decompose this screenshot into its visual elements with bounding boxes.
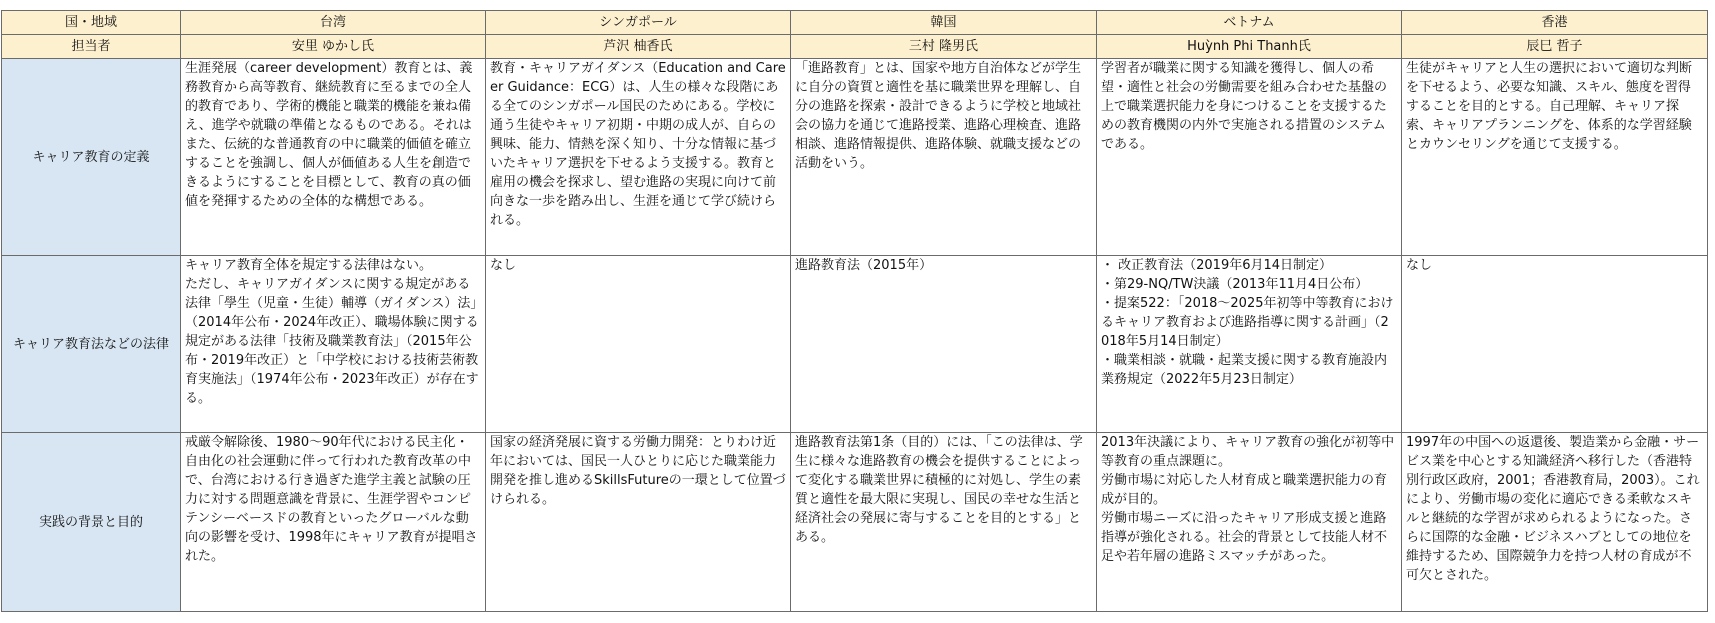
- table-row: [2, 59, 1708, 256]
- cell-law-hongkong: なし: [1402, 256, 1708, 433]
- cell-definition-singapore: 教育・キャリアガイダンス（Education and Career Guidance：ECG）は、人生の様々な段階にある全てのシンガポール国民のためにある。学校に通う生徒やキャリア初期・中期の成人が、自らの興味、能力、情熱を深く知り、十分な情報に基づいたキャリア選択を下せるよう支援する。教育と雇用の機会を探求し、望む進路の実現に向けて前向きな一歩を踏み出し、生涯を通じて学び続けられる。: [486, 59, 791, 256]
- corner-header: 国・地域: [2, 11, 181, 35]
- table-row: [2, 433, 1708, 612]
- country-header-row: [2, 11, 1708, 35]
- cell-law-korea: 進路教育法（2015年）: [791, 256, 1097, 433]
- country-header-korea: 韓国: [791, 11, 1097, 35]
- cell-definition-vietnam: 学習者が職業に関する知識を獲得し、個人の希望・適性と社会の労働需要を組み合わせた基盤の上で職業選択能力を身につけることを支援するための教育機関の内外で実施される措置のシステムである。: [1097, 59, 1402, 256]
- person-singapore: 芦沢 柚香氏: [486, 35, 791, 59]
- country-header-hongkong: 香港: [1402, 11, 1708, 35]
- country-header-taiwan: 台湾: [181, 11, 486, 35]
- person-label: 担当者: [2, 35, 181, 59]
- person-row: [2, 35, 1708, 59]
- person-taiwan: 安里 ゆかし氏: [181, 35, 486, 59]
- row-label-definition: キャリア教育の定義: [2, 59, 181, 256]
- cell-background-hongkong: 1997年の中国への返還後、製造業から金融・サービス業を中心とする知識経済へ移行した（香港特別行政区政府，2001；香港教育局，2003）。これにより、労働市場の変化に適応できる柔軟なスキルと継続的な学習が求められるようになった。さらに国際的な金融・ビジネスハブとしての地位を維持するため、国際競争力を持つ人材の育成が不可欠とされた。: [1402, 433, 1708, 612]
- row-label-background: 実践の背景と目的: [2, 433, 181, 612]
- person-korea: 三村 隆男氏: [791, 35, 1097, 59]
- cell-law-vietnam: ・ 改正教育法（2019年6月14日制定） ・第29-NQ/TW決議（2013年11月4日公布） ・提案522：「2018～2025年初等中等教育におけるキャリア教育および進路指導に関する計画」（2018年5月14日制定） ・職業相談・就職・起業支援に関する教育施設内業務規定（2022年5月23日制定）: [1097, 256, 1402, 433]
- cell-definition-hongkong: 生徒がキャリアと人生の選択において適切な判断を下せるよう、必要な知識、スキル、態度を習得することを目的とする。自己理解、キャリア探索、キャリアプランニングを、体系的な学習経験とカウンセリングを通じて支援する。: [1402, 59, 1708, 256]
- cell-definition-taiwan: 生涯発展（career development）教育とは、義務教育から高等教育、継続教育に至るまでの全人的教育であり、学術的機能と職業的機能を兼ね備え、進学や就職の準備となるものである。それはまた、伝統的な普通教育の中に職業的価値を確立することを強調し、個人が価値ある人生を創造できるようにすることを目標として、教育の真の価値を発揮するための全体的な構想である。: [181, 59, 486, 256]
- cell-background-vietnam: 2013年決議により、キャリア教育の強化が初等中等教育の重点課題に。 労働市場に対応した人材育成と職業選択能力の育成が目的。 労働市場ニーズに沿ったキャリア形成支援と進路指導が強化される。社会的背景として技能人材不足や若年層の進路ミスマッチがあった。: [1097, 433, 1402, 612]
- country-header-vietnam: ベトナム: [1097, 11, 1402, 35]
- comparison-table: [1, 10, 1708, 612]
- cell-background-singapore: 国家の経済発展に資する労働力開発：とりわけ近年においては、国民一人ひとりに応じた職業能力開発を推し進めるSkillsFutureの一環として位置づけられる。: [486, 433, 791, 612]
- cell-law-taiwan: キャリア教育全体を規定する法律はない。 ただし、キャリアガイダンスに関する規定がある法律「學生（児童・生徒）輔導（ガイダンス）法」（2014年公布・2024年改正）、職場体験に関する規定がある法律「技術及職業教育法」（2015年公布・2019年改正）と「中学校における技術芸術教育実施法」（1974年公布・2023年改正）が存在する。: [181, 256, 486, 433]
- cell-background-korea: 進路教育法第1条（目的）には、「この法律は、学生に様々な進路教育の機会を提供することによって変化する職業世界に積極的に対処し、学生の素質と適性を最大限に実現し、国民の幸せな生活と経済社会の発展に寄与することを目的とする」とある。: [791, 433, 1097, 612]
- cell-definition-korea: 「進路教育」とは、国家や地方自治体などが学生に自分の資質と適性を基に職業世界を理解し、自分の進路を探索・設計できるように学校と地域社会の協力を通じて進路授業、進路心理検査、進路相談、進路情報提供、進路体験、就職支援などの活動をいう。: [791, 59, 1097, 256]
- table-row: [2, 256, 1708, 433]
- cell-law-singapore: なし: [486, 256, 791, 433]
- country-header-singapore: シンガポール: [486, 11, 791, 35]
- cell-background-taiwan: 戒厳令解除後、1980～90年代における民主化・自由化の社会運動に伴って行われた教育改革の中で、台湾における行き過ぎた進学主義と試験の圧力に対する問題意識を背景に、生涯学習やコンピテンシーベースドの教育といったグローバルな動向の影響を受け、1998年にキャリア教育が提唱された。: [181, 433, 486, 612]
- row-label-law: キャリア教育法などの法律: [2, 256, 181, 433]
- person-hongkong: 辰巳 哲子: [1402, 35, 1708, 59]
- person-vietnam: Huỳnh Phi Thanh氏: [1097, 35, 1402, 59]
